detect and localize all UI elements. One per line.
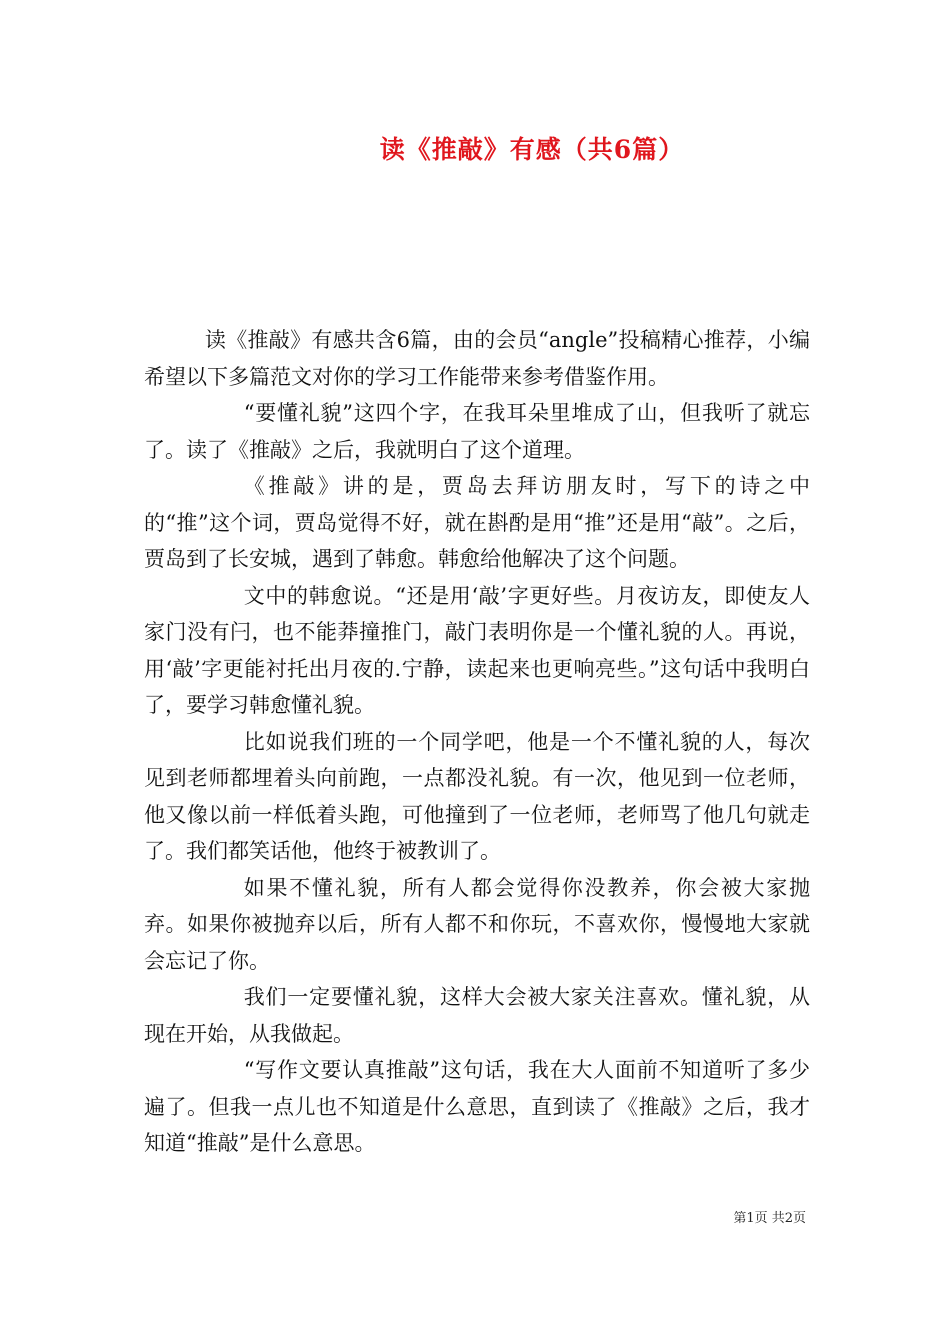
document-title: 读《推敲》有感（共6篇） — [379, 135, 685, 164]
paragraph-5: 比如说我们班的一个同学吧，他是一个不懂礼貌的人，每次见到老师都埋着头向前跑，一点都没礼貌。有一次，他见到一位老师，他又像以前一样低着头跑，可他撞到了一位老师，老师骂了他几句就走了。我们都笑话他，他终于被教训了。 — [144, 729, 810, 863]
paragraph-4: 文中的韩愈说。“还是用‘敲’字更好些。月夜访友，即使友人家门没有闩，也不能莽撞推门，敲门表明你是一个懂礼貌的人。再说，用‘敲’字更能衬托出月夜的.宁静，读起来也更响亮些。”这句话中我明白了，要学习韩愈懂礼貌。 — [144, 583, 810, 717]
paragraph-7: 我们一定要懂礼貌，这样大会被大家关注喜欢。懂礼貌，从现在开始，从我做起。 — [144, 985, 810, 1046]
page-number: 第1页 共2页 — [733, 1211, 806, 1226]
document-body — [144, 322, 810, 1162]
paragraph-6: 如果不懂礼貌，所有人都会觉得你没教养，你会被大家抛弃。如果你被抛弃以后，所有人都不和你玩，不喜欢你，慢慢地大家就会忘记了你。 — [144, 875, 810, 973]
paragraph-2: “要懂礼貌”这四个字，在我耳朵里堆成了山，但我听了就忘了。读了《推敲》之后，我就明白了这个道理。 — [144, 401, 810, 462]
paragraph-8: “写作文要认真推敲”这句话，我在大人面前不知道听了多少遍了。但我一点儿也不知道是什么意思，直到读了《推敲》之后，我才知道“推敲”是什么意思。 — [144, 1058, 810, 1155]
paragraph-3: 《推敲》讲的是，贾岛去拜访朋友时，写下的诗之中的“推”这个词，贾岛觉得不好，就在斟酌是用“推”还是用“敲”。之后，贾岛到了长安城，遇到了韩愈。韩愈给他解决了这个问题。 — [144, 474, 810, 571]
paragraph-1: 读《推敲》有感共含6篇，由的会员“angle”投稿精心推荐，小编希望以下多篇范文对你的学习工作能带来参考借鉴作用。 — [144, 328, 810, 389]
